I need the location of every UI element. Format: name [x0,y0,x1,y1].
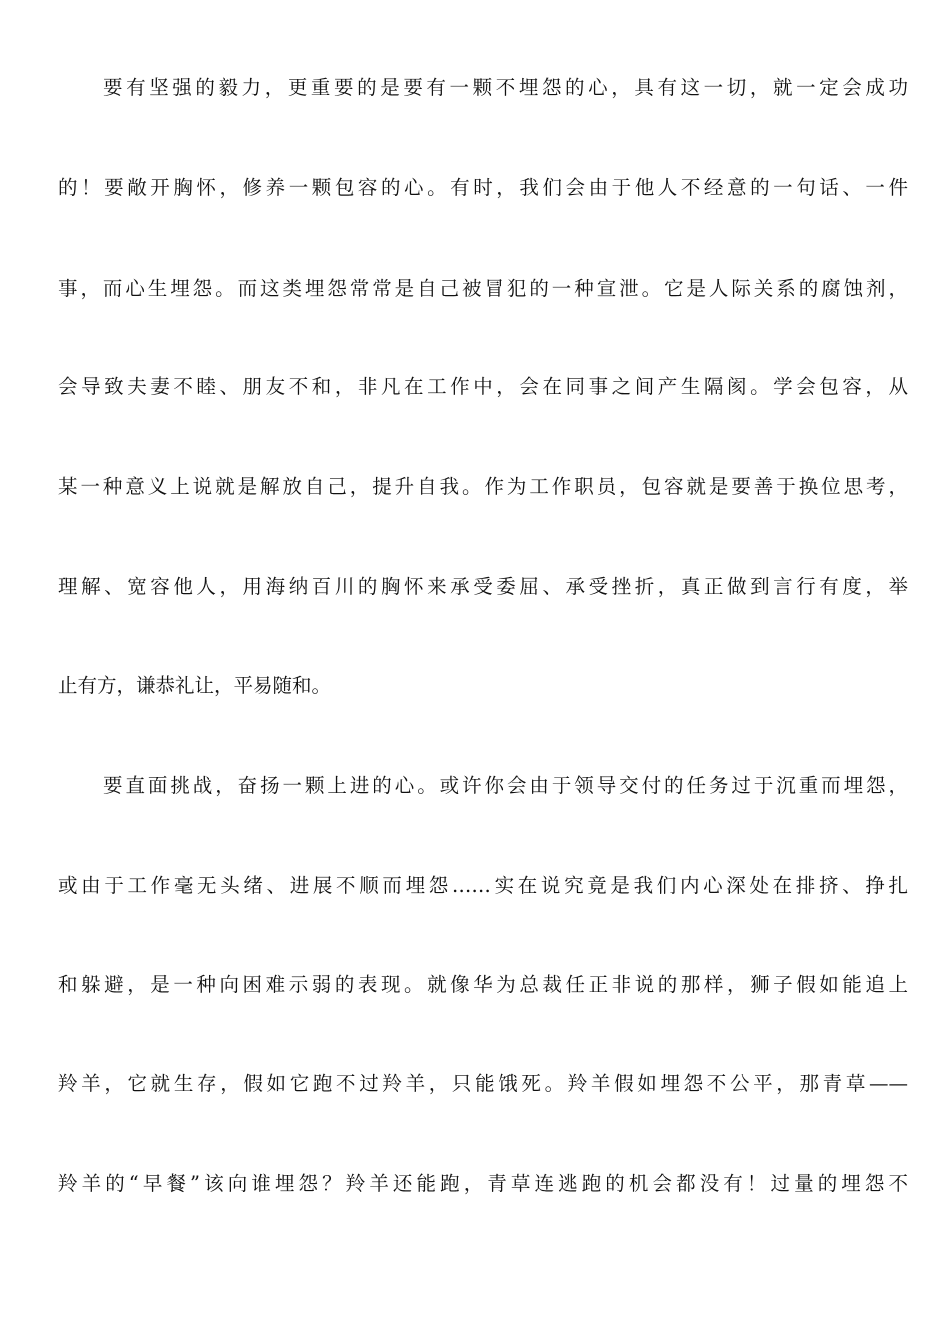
text-line: 止有方，谦恭礼让，平易随和。 [58,674,332,697]
text-line: 理解、宽容他人，用海纳百川的胸怀来承受委屈、承受挫折，真正做到言行有度，举 [58,575,908,598]
text-line: 要有坚强的毅力，更重要的是要有一颗不埋怨的心，具有这一切，就一定会成功 [103,76,908,99]
text-line: 某一种意义上说就是解放自己，提升自我。作为工作职员，包容就是要善于换位思考， [58,475,908,498]
text-line: 羚羊，它就生存，假如它跑不过羚羊，只能饿死。羚羊假如埋怨不公平，那青草—— [58,1072,908,1095]
text-line: 或由于工作毫无头绪、进展不顺而埋怨……实在说究竟是我们内心深处在排挤、挣扎 [58,874,908,897]
text-line: 会导致夫妻不睦、朋友不和，非凡在工作中，会在同事之间产生隔阂。学会包容，从 [58,375,908,398]
text-line: 的！要敞开胸怀，修养一颗包容的心。有时，我们会由于他人不经意的一句话、一件 [58,176,908,199]
text-line: 事，而心生埋怨。而这类埋怨常常是自己被冒犯的一种宣泄。它是人际关系的腐蚀剂， [58,277,908,300]
text-line: 羚羊的“早餐”该向谁埋怨？羚羊还能跑，青草连逃跑的机会都没有！过量的埋怨不 [58,1172,908,1195]
text-line: 和躲避，是一种向困难示弱的表现。就像华为总裁任正非说的那样，狮子假如能追上 [58,973,908,996]
text-line: 要直面挑战，奋扬一颗上进的心。或许你会由于领导交付的任务过于沉重而埋怨， [103,774,908,797]
